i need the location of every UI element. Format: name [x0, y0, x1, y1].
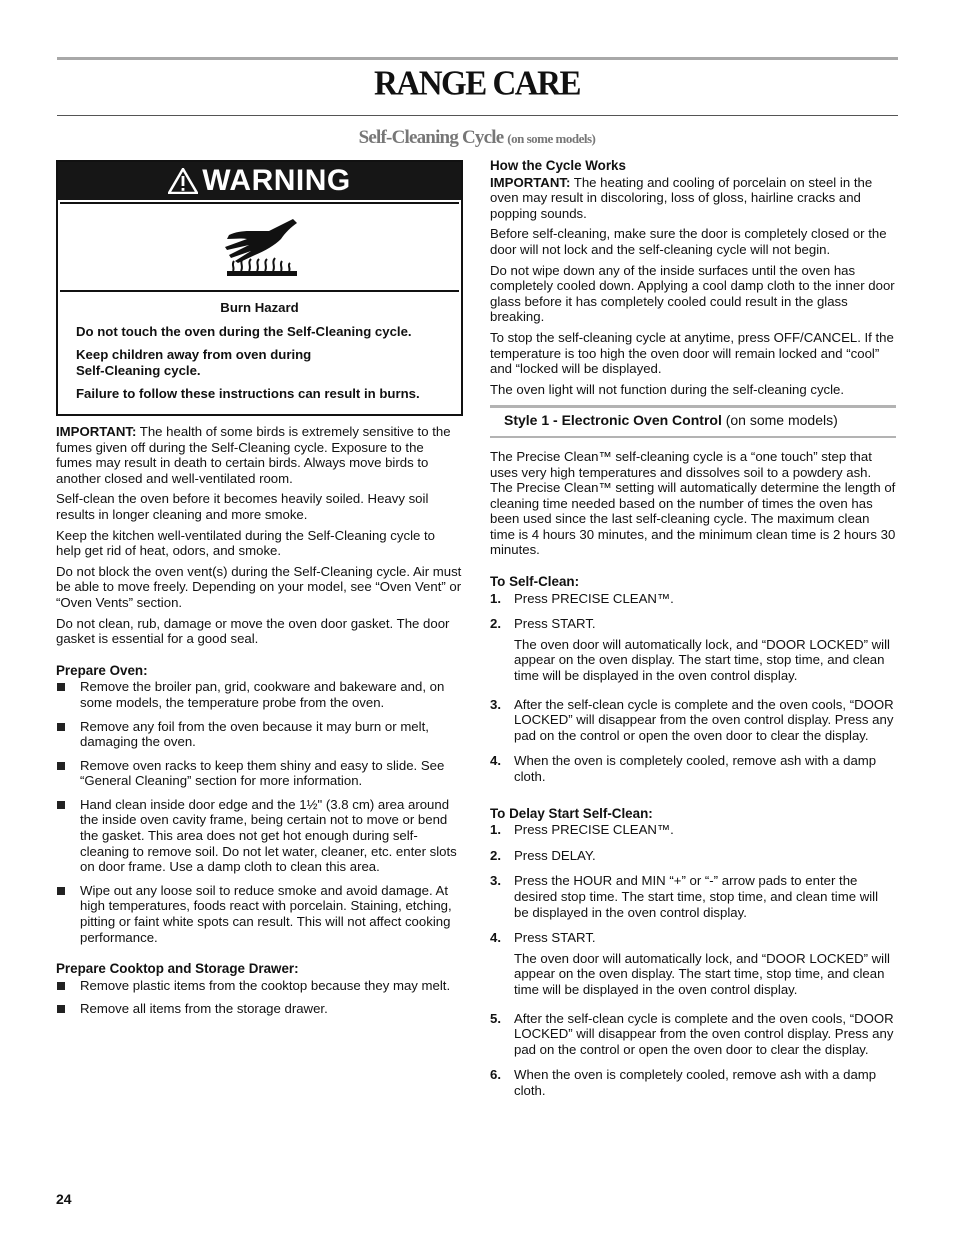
subtitle-note: (on some models) [507, 131, 596, 146]
list-item: Remove plastic items from the cooktop because they may melt. [56, 978, 462, 994]
warning-line: Keep children away from oven during Self-Cleaning cycle. [76, 347, 312, 378]
list-item: Remove all items from the storage drawer. [56, 1001, 462, 1017]
paragraph: Before self-cleaning, make sure the door is completely closed or the door will not lock and the self-cleaning cycle will not begin. [490, 226, 887, 257]
step-text: Press START. [514, 616, 596, 632]
important-text: The heating and cooling of porcelain on steel in the oven may result in discoloring, loss of gloss, hairline cracks and popping sounds. [490, 174, 873, 221]
section-subtitle [0, 127, 954, 149]
step-number: 2. [490, 847, 501, 863]
step-number: 1. [490, 822, 501, 838]
delay-heading: To Delay Start Self-Clean: [490, 805, 653, 821]
top-rule [57, 57, 898, 60]
title-rule [57, 115, 898, 116]
how-heading: How the Cycle Works [490, 158, 626, 173]
paragraph: Keep the kitchen well-ventilated during the Self-Cleaning cycle to help get rid of heat, odors, and smoke. [56, 527, 435, 559]
prepare-cooktop-heading: Prepare Cooktop and Storage Drawer: [56, 961, 299, 977]
prepare-cooktop-list [56, 978, 462, 1017]
step-item [490, 697, 896, 749]
step-item [490, 848, 896, 869]
paragraph: Do not wipe down any of the inside surfaces until the oven has completely cooled down. Applying a cool damp cloth to the inner door glass before it has completely cooled could result in the glass breaking. [490, 262, 895, 325]
step-text: When the oven is completely cooled, remove ash with a damp cloth. [514, 753, 877, 784]
warning-label: WARNING [202, 164, 351, 197]
step-item [490, 1067, 896, 1103]
paragraph: Self-clean the oven before it becomes heavily soiled. Heavy soil results in longer cleaning and more smoke. [56, 491, 429, 522]
step-number: 3. [490, 873, 501, 889]
hand-burn-hazard-icon [219, 217, 301, 277]
list-item: Hand clean inside door edge and the 1½" (3.8 cm) area around the inside oven cavity frame, being certain not to move or bend the gasket. This area does not get hot enough during self-cleaning to remove soil. Do not let water, cleaner, etc. enter slots on door frame. Use a damp cloth to clean this area. [56, 797, 462, 875]
warning-triangle-icon [168, 168, 198, 194]
step-text: After the self-clean cycle is complete and the oven cools, “DOOR LOCKED” will disappear from the oven control display. Press any pad on the control or open the oven door to clear the display. [514, 696, 894, 743]
prepare-oven-heading: Prepare Oven: [56, 662, 148, 678]
paragraph: Do not block the oven vent(s) during the Self-Cleaning cycle. Air must be able to move freely. Depending on your model, see “Oven Vent” or “Oven Vents” section. [56, 563, 462, 610]
step-item [490, 616, 896, 688]
warning-header [58, 162, 461, 200]
step-item [490, 930, 896, 1002]
important-note [56, 424, 462, 486]
page-title: RANGE CARE [374, 65, 580, 103]
style-1-banner [490, 405, 896, 438]
style-note: (on some models) [721, 412, 838, 429]
important-text: The health of some birds is extremely sensitive to the fumes given off during the Self-Cleaning cycle. Exposure to the fumes may result in death to certain birds. Always move birds to another closed and well-ventilated room. [56, 424, 451, 486]
step-item [490, 753, 896, 789]
warning-line: Do not touch the oven during the Self-Cleaning cycle. [76, 323, 412, 339]
step-number: 3. [490, 696, 501, 712]
step-number: 6. [490, 1067, 501, 1083]
step-text: After the self-clean cycle is complete and the oven cools, “DOOR LOCKED” will disappear from the oven control display. Press any pad on the control or open the oven door to clear the display. [514, 1010, 894, 1057]
paragraph: The oven light will not function during the self-cleaning cycle. [490, 381, 845, 397]
step-number: 2. [490, 616, 501, 632]
list-item: Remove the broiler pan, grid, cookware and bakeware and, on some models, the temperature probe from the oven. [56, 679, 462, 710]
step-item [490, 591, 896, 612]
warning-box [56, 160, 463, 416]
important-note [490, 175, 896, 222]
step-text: Press the HOUR and MIN “+” or “-” arrow pads to enter the desired stop time. The start time, stop time, and clean time will be displayed in the oven control display. [514, 873, 879, 920]
paragraph: To stop the self-cleaning cycle at anytime, press OFF/CANCEL. If the temperature is too high the oven door will remain locked and “cool” and “locked will be displayed. [490, 329, 894, 377]
warning-pictogram [60, 202, 459, 292]
important-label: IMPORTANT: [56, 424, 137, 439]
step-number: 4. [490, 753, 501, 769]
step-number: 1. [490, 590, 501, 606]
step-text: Press START. [514, 930, 596, 946]
paragraph: Do not clean, rub, damage or move the oven door gasket. The door gasket is essential for a good seal. [56, 615, 450, 647]
warning-line: Failure to follow these instructions can result in burns. [76, 386, 420, 402]
self-clean-steps [490, 591, 896, 790]
list-item: Remove any foil from the oven because it may burn or melt, damaging the oven. [56, 719, 462, 750]
step-text: The oven door will automatically lock, and “DOOR LOCKED” will appear on the oven display. The start time, stop time, and clean time will be displayed in the oven control display. [514, 636, 890, 684]
prepare-oven-list [56, 679, 462, 945]
self-clean-heading: To Self-Clean: [490, 574, 580, 590]
right-column [490, 158, 896, 1109]
precise-clean-paragraph: The Precise Clean™ self-cleaning cycle is a “one touch” step that uses very high temperatures and dissolves soil to a powdery ash. The Precise Clean™ setting will automatically determine the length of cleaning time needed based on the number of times the oven has been used since the last self-cleaning cycle. The maximum clean time is 4 hours 30 minutes, and the minimum clean time is 2 hours 30 minutes. [490, 448, 896, 558]
list-item: Wipe out any loose soil to reduce smoke and avoid damage. At high temperatures, foods react with porcelain. Staining, etching, pitting or faint white spots can result. This will not affect cooking performance. [56, 883, 462, 945]
warning-heading: Burn Hazard [220, 300, 299, 315]
delay-steps [490, 822, 896, 1103]
subtitle-text: Self-Cleaning Cycle [358, 127, 504, 148]
step-number: 5. [490, 1010, 501, 1026]
step-item [490, 873, 896, 925]
style-label: Style 1 - Electronic Oven Control [504, 412, 722, 429]
step-item [490, 1011, 896, 1063]
left-column [56, 424, 462, 1025]
step-number: 4. [490, 930, 501, 946]
step-text: Press PRECISE CLEAN™. [514, 590, 674, 606]
step-text: Press DELAY. [514, 847, 596, 863]
list-item: Remove oven racks to keep them shiny and easy to slide. See “General Cleaning” section for more information. [56, 758, 462, 789]
warning-text [58, 292, 461, 402]
step-item [490, 822, 896, 843]
step-text: When the oven is completely cooled, remove ash with a damp cloth. [514, 1067, 877, 1098]
important-label: IMPORTANT: [490, 174, 571, 190]
step-text: The oven door will automatically lock, and “DOOR LOCKED” will appear on the oven display. The start time, stop time, and clean time will be displayed in the oven control display. [514, 950, 890, 997]
page-number: 24 [56, 1191, 72, 1207]
step-text: Press PRECISE CLEAN™. [514, 822, 674, 838]
